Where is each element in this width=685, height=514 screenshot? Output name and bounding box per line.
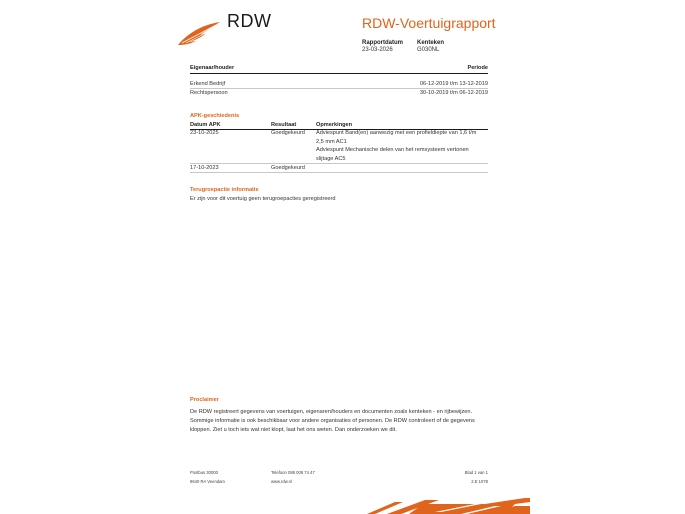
footer-doc-code: 2.E 1078 xyxy=(471,479,488,484)
plate-label: Kenteken xyxy=(417,40,445,46)
apk-row-1-remark-2: 2,5 mm AC1 xyxy=(316,139,347,145)
footer-page-number: Blad 1 van 1 xyxy=(464,470,488,475)
period-column-header: Periode xyxy=(467,65,488,71)
footer-phone: Telefoon 088 008 74 47 xyxy=(271,470,315,475)
apk-result-header: Resultaat xyxy=(271,122,297,128)
owners-header-rule xyxy=(190,73,488,74)
footer-address-1: Postbus 30000 xyxy=(190,470,218,475)
recall-text: Er zijn voor dit voertuig geen terugroepacties geregistreerd xyxy=(190,196,336,202)
apk-row-divider xyxy=(190,163,488,164)
plate-value: G030NL xyxy=(417,47,440,53)
apk-section-title: APK-geschiedenis xyxy=(190,113,240,119)
disclaimer-line-2: Sommige informatie is ook beschikbaar voor andere organisaties of personen. De RDW controleert of de gegevens xyxy=(190,418,475,424)
owner-row-1-period: 06-12-2019 t/m 13-12-2019 xyxy=(419,81,488,87)
report-date-label: Rapportdatum xyxy=(362,40,403,46)
recall-section-title: Terugroepactie informatie xyxy=(190,187,259,193)
apk-date-header: Datum APK xyxy=(190,122,221,128)
owner-column-header: Eigenaar/houder xyxy=(190,65,235,71)
report-date-value: 23-03-2026 xyxy=(362,47,393,53)
apk-row-1-remark-4: slijtage AC5 xyxy=(316,156,346,162)
disclaimer-title: Proclaimer xyxy=(190,397,219,403)
owner-row-2-name: Rechtspersoon xyxy=(190,90,228,96)
disclaimer-line-3: kloppen. Ziet u toch iets wat niet klopt, laat het ons weten. Dan onderzoeken we dit. xyxy=(190,427,397,433)
report-title: RDW-Voertuigrapport xyxy=(362,15,496,31)
footer-stripes-icon xyxy=(365,498,530,514)
apk-remarks-header: Opmerkingen xyxy=(316,122,353,128)
disclaimer-line-1: De RDW registreert gegevens van voertuigen, eigenaren/houders en documenten zoals kenteken - en rijbewijzen. xyxy=(190,409,473,415)
apk-row-1-date: 23-10-2025 xyxy=(190,130,219,136)
footer-website: www.rdw.nl xyxy=(271,479,292,484)
apk-row-1-remark-1: Adviespunt Band(en) aanwezig met een profieldiepte van 1,6 t/m xyxy=(316,130,477,136)
rdw-logo-icon xyxy=(176,21,222,47)
apk-row-2-result: Goedgekeurd xyxy=(271,165,305,171)
apk-row-2-date: 17-10-2023 xyxy=(190,165,219,171)
logo-text: RDW xyxy=(227,11,272,31)
apk-row-1-remark-3: Adviespunt Mechanische delen van het remsysteem vertonen xyxy=(316,147,469,153)
owner-row-1-name: Erkend Bedrijf xyxy=(190,81,226,87)
owner-row-2-period: 30-10-2019 t/m 06-12-2019 xyxy=(419,90,488,96)
footer-address-2: 9640 RA Veendam xyxy=(190,479,225,484)
apk-table-bottom-rule xyxy=(190,172,488,173)
apk-row-1-result: Goedgekeurd xyxy=(271,130,305,136)
